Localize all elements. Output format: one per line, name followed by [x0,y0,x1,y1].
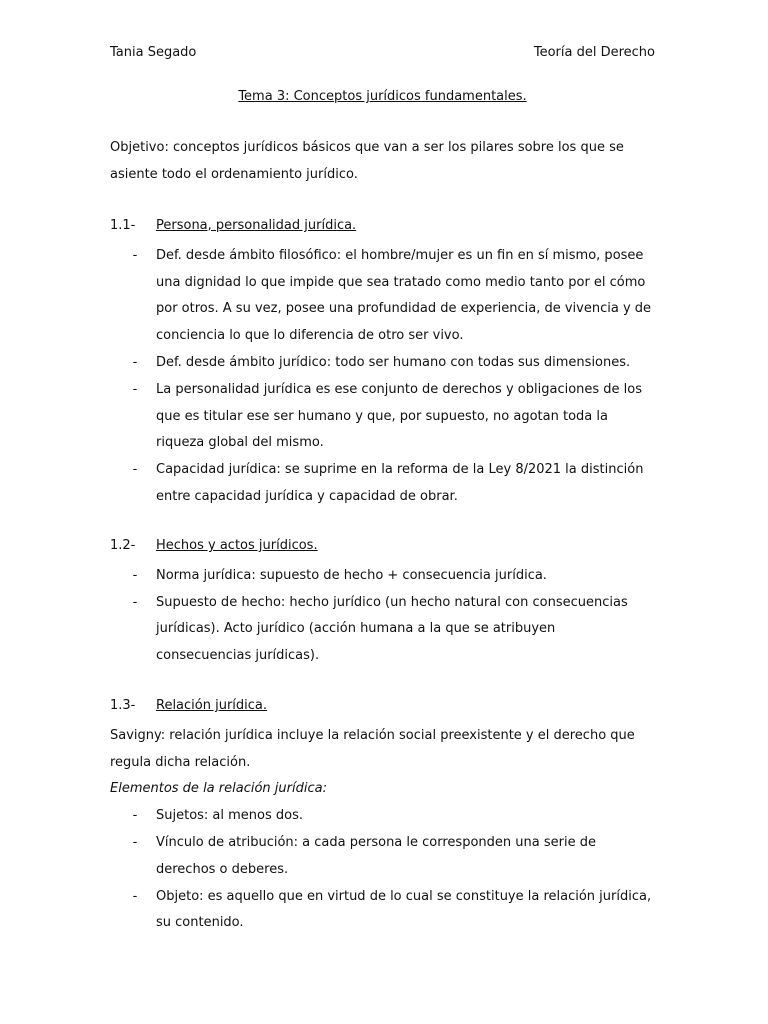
section-1-3 [110,696,665,937]
bullet-dash-icon: - [132,594,138,610]
bullet-dash-icon: - [132,834,138,850]
section-heading [110,696,665,723]
page-header [110,44,655,62]
list-item [110,350,665,377]
list-item [110,243,665,350]
list-item-text: Norma jurídica: supuesto de hecho + consecuencia jurídica. [156,567,547,583]
list-item [110,803,665,830]
list-item [110,457,665,511]
section-intro: Savigny: relación jurídica incluye la relación social preexistente y el derecho que regula dicha relación. [110,727,635,770]
list-item [110,563,665,590]
bullet-dash-icon: - [132,808,138,824]
list-item-text: Supuesto de hecho: hecho jurídico (un hecho natural con consecuencias jurídicas). Acto jurídico (acción humana a la que se atribuyen consecuencias jurídicas). [156,594,628,664]
header-author: Tania Segado [110,45,197,60]
list-item [110,830,665,884]
list-item [110,377,665,457]
bullet-dash-icon: - [132,888,138,904]
list-item [110,884,665,938]
list-item [110,590,665,670]
bullet-dash-icon: - [132,354,138,370]
list-item-text: Def. desde ámbito filosófico: el hombre/mujer es un fin en sí mismo, posee una dignidad lo que impide que sea tratado como medio tanto por el cómo por otros. A su vez, posee una profundidad de experiencia, de vivencia y de conciencia lo que lo diferencia de otro ser vivo. [156,247,652,344]
list-item-text: Vínculo de atribución: a cada persona le corresponden una serie de derechos o deberes. [156,834,596,877]
section-title: Relación jurídica. [156,698,268,713]
bullet-dash-icon: - [132,462,138,478]
section-1-1 [110,216,665,511]
section-1-2 [110,536,665,670]
document-title: Tema 3: Conceptos jurídicos fundamentales. [238,89,527,104]
section-heading [110,216,665,243]
section-title: Persona, personalidad jurídica. [156,218,357,233]
section-heading [110,536,665,563]
list-item-text: Def. desde ámbito jurídico: todo ser humano con todas sus dimensiones. [156,354,631,370]
list-item-text: La personalidad jurídica es ese conjunto de derechos y obligaciones de los que es titular ese ser humano y que, por supuesto, no agotan toda la riqueza global del mismo. [156,381,643,451]
bullet-dash-icon: - [132,247,138,263]
bullet-dash-icon: - [132,567,138,583]
header-course: Teoría del Derecho [533,45,655,60]
section-number: 1.1- [110,218,136,233]
objective-block [110,135,658,189]
list-item-text: Objeto: es aquello que en virtud de lo cual se constituye la relación jurídica, su contenido. [156,888,652,931]
section-number: 1.3- [110,698,136,713]
section-subheading: Elementos de la relación jurídica: [110,781,327,797]
section-number: 1.2- [110,538,136,553]
list-item-text: Sujetos: al menos dos. [156,808,304,824]
bullet-dash-icon: - [132,381,138,397]
list-item-text: Capacidad jurídica: se suprime en la reforma de la Ley 8/2021 la distinción entre capacidad jurídica y capacidad de obrar. [156,462,644,504]
section-title: Hechos y actos jurídicos. [156,538,318,553]
objective-paragraph: Objetivo: conceptos jurídicos básicos que van a ser los pilares sobre los que se asiente todo el ordenamiento jurídico. [110,140,624,182]
